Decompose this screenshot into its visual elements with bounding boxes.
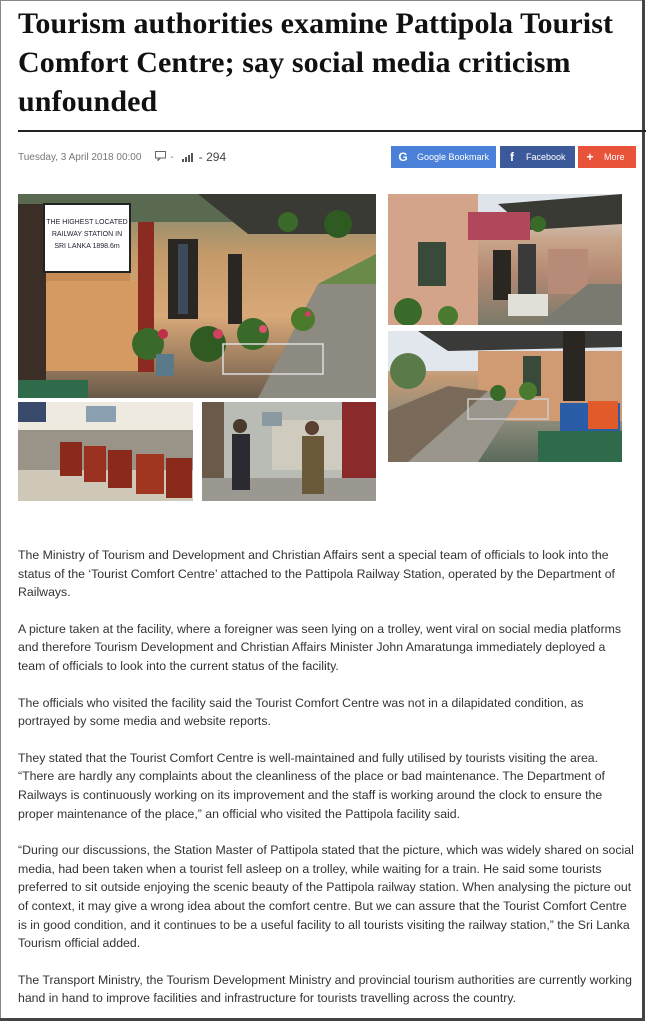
more-share-button[interactable] xyxy=(578,146,636,168)
sign-line-3: SRI LANKA 1898.6m xyxy=(54,243,120,250)
facebook-icon: f xyxy=(510,150,514,164)
google-bookmark-label: Google Bookmark xyxy=(417,152,490,162)
article-paragraph: They stated that the Tourist Comfort Centre is well-maintained and fully utilised by tourists visiting the area. “There are hardly any complaints about the cleanliness of the place or bad maintenance. The Department of Railways is continuously working on its improvement and the staff is working around the clock to ensure the proper maintenance of the place,” an official who visited the Pattipola facility said. xyxy=(18,750,605,821)
article-paragraph: The Transport Ministry, the Tourism Development Ministry and provincial tourism authorities are currently working hand in hand to improve facilities and infrastructure for tourists travelling across the country. xyxy=(18,972,632,1006)
article-date: Tuesday, 3 April 2018 00:00 xyxy=(18,151,142,163)
google-bookmark-button[interactable] xyxy=(391,146,496,168)
headline-divider xyxy=(18,130,646,132)
comment-icon[interactable] xyxy=(155,151,166,164)
station-exterior-photo[interactable] xyxy=(388,194,622,325)
platform-view-photo[interactable] xyxy=(388,331,622,462)
article-paragraph: The Ministry of Tourism and Development and Christian Affairs sent a special team of officials to look into the status of the ‘Tourist Comfort Centre’ attached to the Pattipola Railway Station, operated by the Department of Railways. xyxy=(18,548,615,600)
facebook-share-button[interactable] xyxy=(500,146,575,168)
article-headline: Tourism authorities examine Pattipola Tourist Comfort Centre; say social media criticism unfounded xyxy=(18,7,614,118)
sign-line-1: THE HIGHEST LOCATED xyxy=(46,219,128,226)
article-body xyxy=(18,546,646,1026)
article-meta xyxy=(18,150,226,164)
comment-count[interactable]: - xyxy=(170,151,174,163)
station-platform-photo[interactable] xyxy=(18,194,376,398)
officials-inspection-photo[interactable] xyxy=(202,402,376,501)
article-paragraph: “During our discussions, the Station Master of Pattipola stated that the picture, which was widely shared on social media, had been taken when a tourist fell asleep on a trolley, while waiting for a train. He said some tourists preferred to sit outside enjoying the scenic beauty of the Pattipola railway station. When analysing the picture out of context, it may give a wrong idea about the comfort centre. But we can assure that the Tourist Comfort Centre is in good condition, and it continues to be a useful facility to all tourists visiting the railway station,” the Sri Lanka Tourism official added. xyxy=(18,843,634,951)
article-paragraph: A picture taken at the facility, where a foreigner was seen lying on a trolley, went viral on social media platforms and therefore Tourism Development and Christian Affairs Minister John Amaratunga immediately deployed a team of officials to look into the current status of the facility. xyxy=(18,621,622,673)
google-icon: G xyxy=(398,150,408,164)
waiting-room-photo[interactable] xyxy=(18,402,193,501)
plus-icon: + xyxy=(586,150,594,164)
facebook-label: Facebook xyxy=(526,152,566,162)
article-paragraph: The officials who visited the facility said the Tourist Comfort Centre was not in a dilapidated condition, as portrayed by some media and website reports. xyxy=(18,695,584,729)
view-count: - 294 xyxy=(198,150,227,164)
sign-line-2: RAILWAY STATION IN xyxy=(51,231,123,238)
signal-bars-icon xyxy=(182,153,193,162)
more-label: More xyxy=(604,152,625,162)
